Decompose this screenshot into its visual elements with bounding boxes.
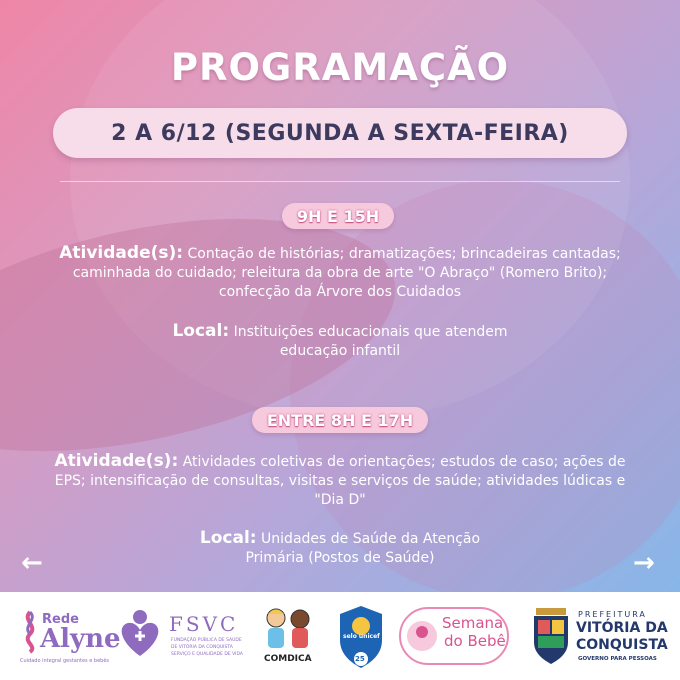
prefeitura-line3: CONQUISTA [576,637,668,653]
page-title: PROGRAMAÇÃO [170,46,510,89]
fsvc-logo [115,592,250,680]
comdica-logo [258,592,320,680]
date-range-text: 2 A 6/12 (SEGUNDA A SEXTA-FEIRA) [111,120,569,146]
semana-bebe-line2: do Bebê [444,632,506,650]
activity-text: Atividades coletivas de orientações; estudos de caso; ações de EPS; intensificação de consultas, visitas e serviços de saúde; atividades lúdicas e "Dia D" [54,454,626,508]
prefeitura-line1: PREFEITURA [578,610,647,619]
rede-alyne-line1: Rede [42,612,79,627]
time-badge-2: ENTRE 8H E 17H [252,407,428,433]
arrow-right-icon[interactable]: → [633,548,655,578]
prefeitura-line2: VITÓRIA DA [576,620,668,636]
location-label: Local: [172,321,230,341]
location-text: Unidades de Saúde da Atenção Primária (Postos de Saúde) [245,531,481,566]
location-label: Local: [199,528,257,548]
city-coat-of-arms-icon [528,606,574,666]
time-badge-1: 9H E 15H [282,203,394,229]
divider [60,181,620,182]
prefeitura-line4: GOVERNO PARA PESSOAS [578,656,657,662]
semana-bebe-line1: Semana [442,614,504,632]
heart-hands-icon [115,608,165,658]
semana-do-bebe-logo [398,592,513,680]
prefeitura-logo [526,592,676,680]
fsvc-line3: SERVIÇO E QUALIDADE DE VIDA [171,652,243,657]
comdica-name: COMDICA [264,654,312,664]
activity-label: Atividade(s): [54,451,179,471]
unicef-number: 25 [355,655,365,663]
unicef-label: selo unicef [343,633,380,640]
activity-block-1 [50,244,630,302]
rede-alyne-tagline: Cuidado integral gestantes e bebês [20,658,110,664]
activity-label: Atividade(s): [59,243,184,263]
rede-alyne-logo [20,592,121,680]
arrow-left-icon[interactable]: ← [21,548,43,578]
fsvc-line1: FUNDAÇÃO PÚBLICA DE SAÚDE [171,638,242,643]
date-range-pill [53,108,627,158]
activity-block-2 [50,452,630,510]
fsvc-line2: DE VITÓRIA DA CONQUISTA [171,645,233,650]
location-text: Instituições educacionais que atendem educação infantil [233,324,508,359]
fsvc-name: FSVC [169,612,239,636]
unicef-seal-logo [333,592,389,680]
rede-alyne-line2: Alyne [40,624,121,654]
rede-alyne-symbol-icon [20,610,40,654]
activity-text: Contação de histórias; dramatizações; brincadeiras cantadas; caminhada do cuidado; releitura da obra de arte "O Abraço" (Romero Brito); confecção da Árvore dos Cuidados [72,246,621,300]
location-block-1 [140,322,540,361]
partner-logos-footer [0,592,680,680]
children-icon [260,606,318,654]
location-block-2 [170,529,510,568]
